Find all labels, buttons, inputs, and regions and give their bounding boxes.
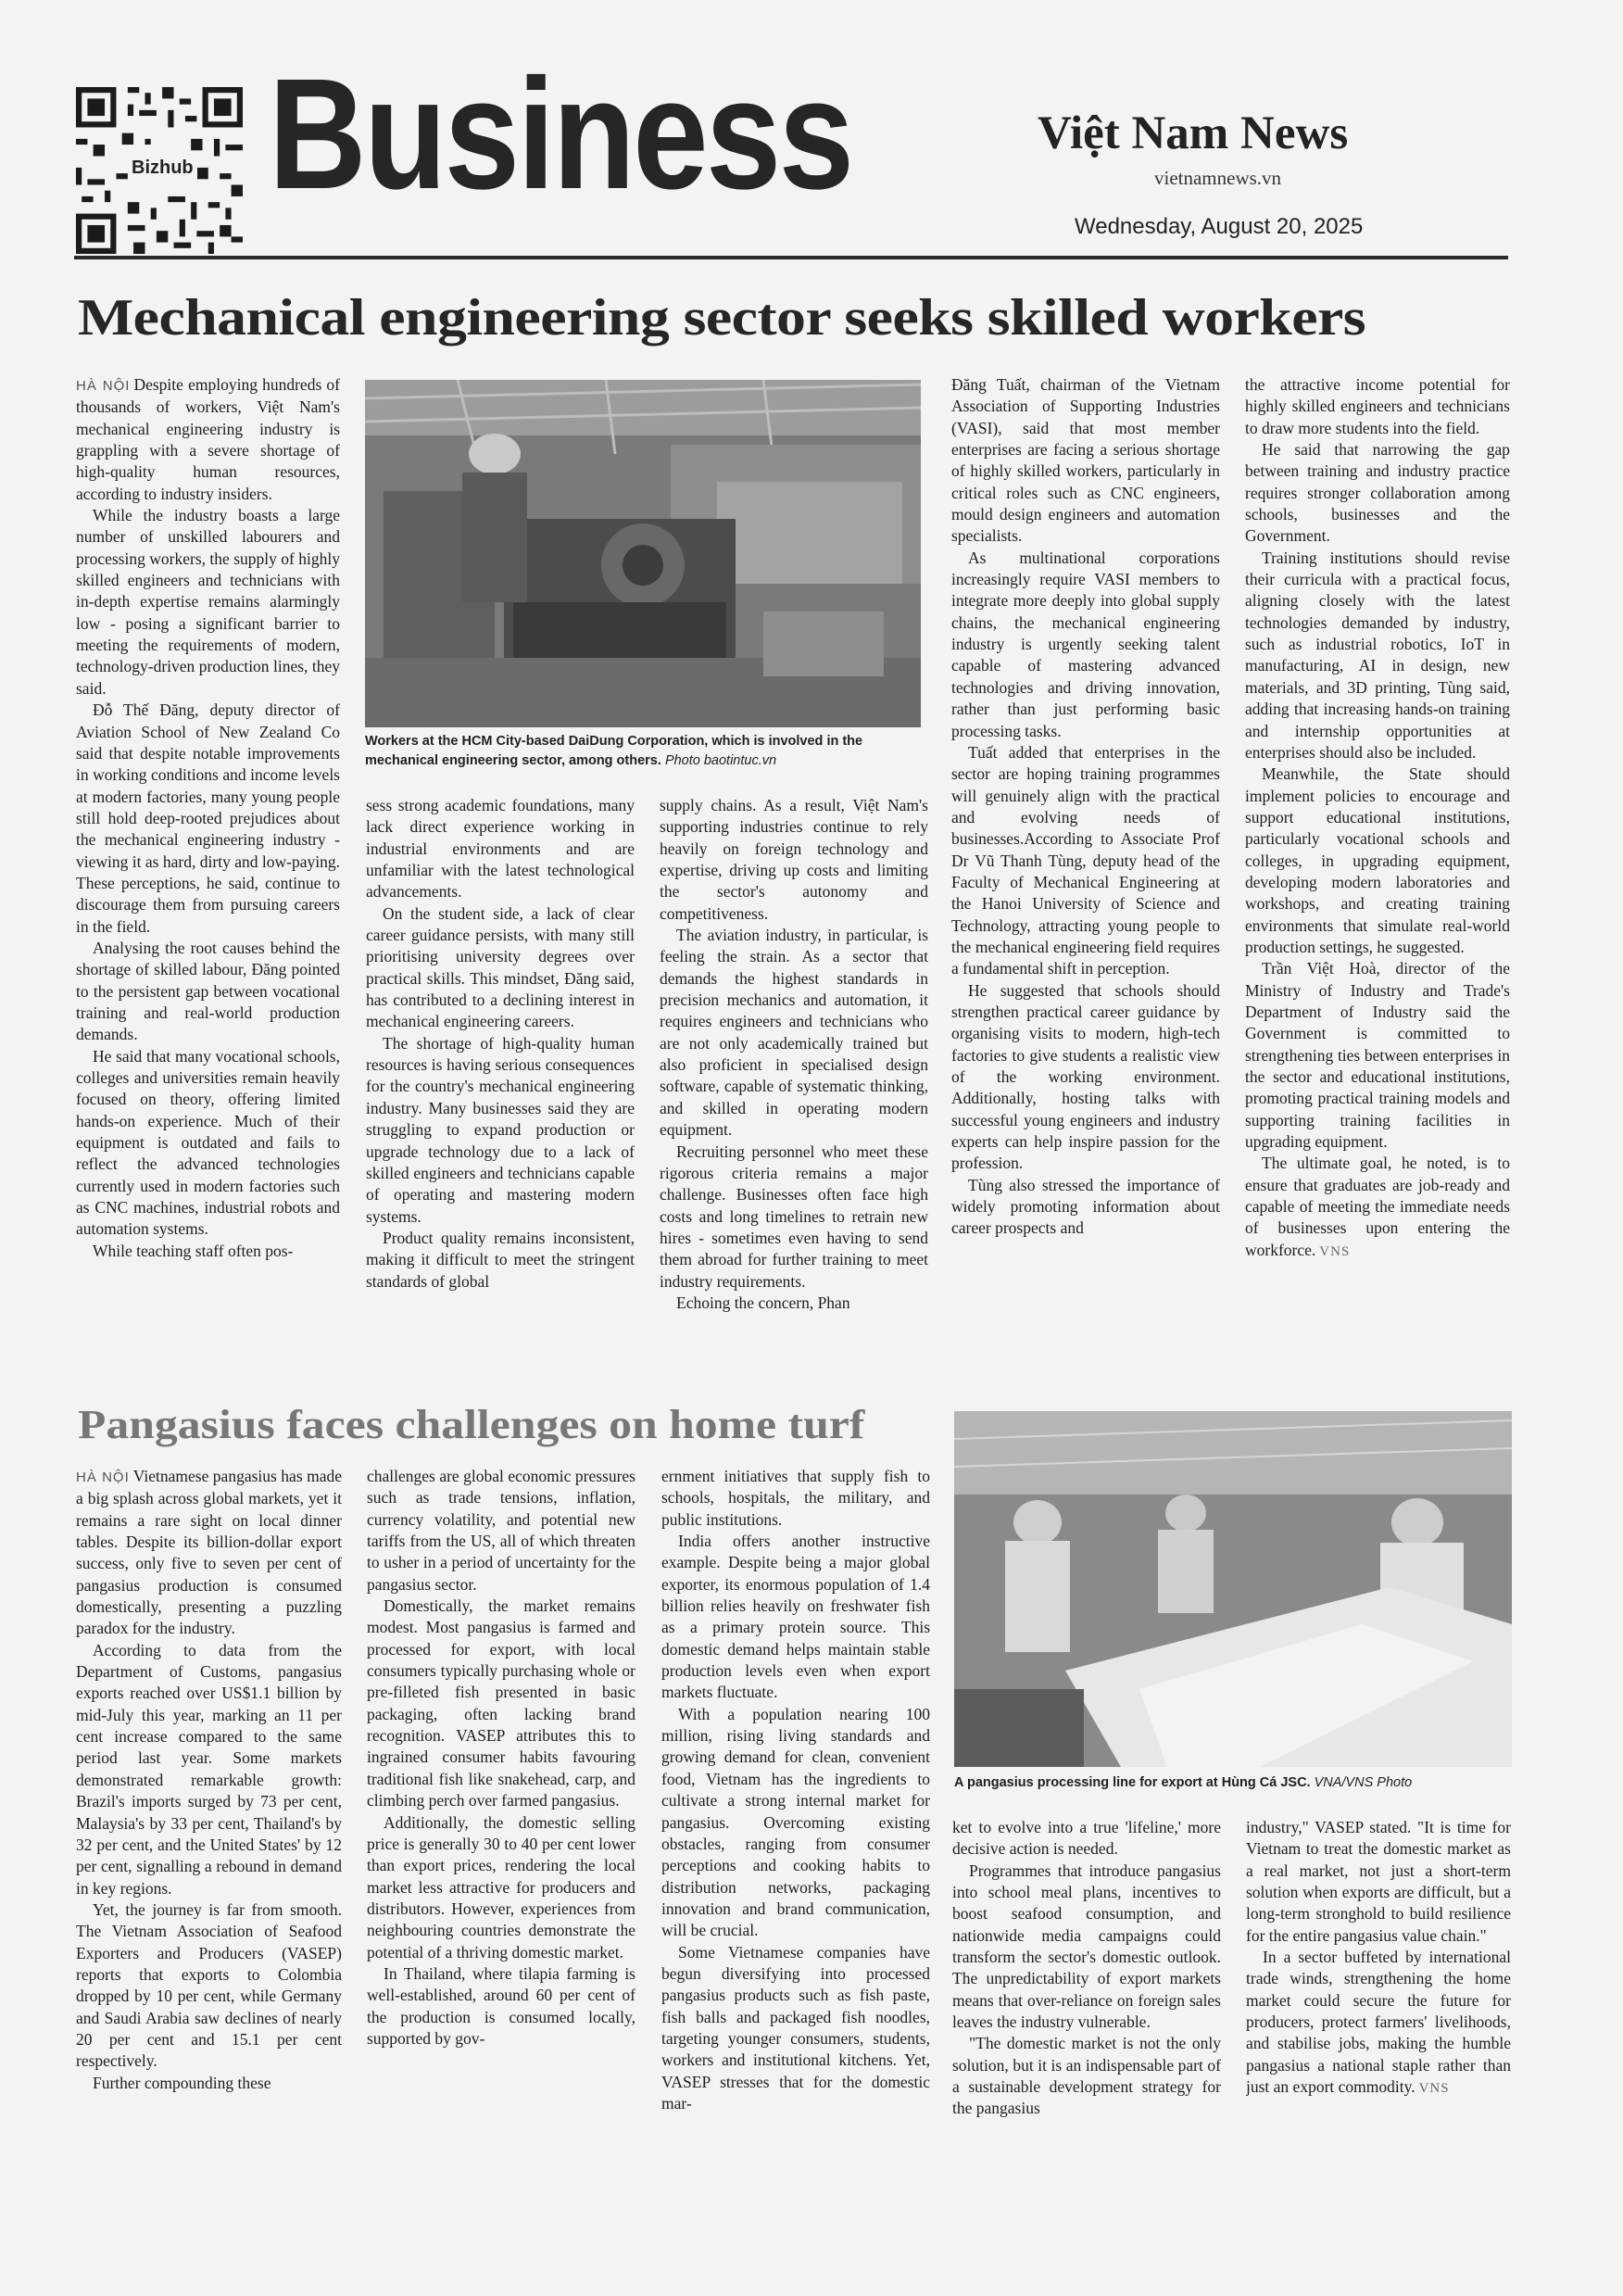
article2-paragraph: industry," VASEP stated. "It is time for Vietnam to treat the domestic market as a real market, not just a short-term solution when exports are difficult, but a long-term stronghold to build resilience for the entire pangasius value chain." [1246,1818,1511,1945]
article1-photo-caption: Workers at the HCM City-based DaiDung Corporation, which is involved in the mechanical engineering sector, among others. Photo baotintuc.vn [365,734,863,768]
article1-paragraph: HÀ NỘI Despite employing hundreds of thousands of workers, Việt Nam's mechanical engineering industry is grappling with a severe shortage of high-quality human resources, according to industry insiders. [76,375,340,503]
article1-column-5 [1245,374,1510,1375]
article2-paragraph: Yet, the journey is far from smooth. The Vietnam Association of Seafood Exporters and Producers (VASEP) reports that exports to Colombia dropped by 10 per cent, while Germany and Saudi Arabia saw declines of nearly 20 per cent and 15.1 per cent respectively. [76,1899,342,2071]
article2-paragraph: Programmes that introduce pangasius into school meal plans, incentives to boost seafood consumption, and nationwide media campaigns could transform the sector's domestic outlook. The unpredictability of export markets means that over-reliance on foreign sales leaves the industry vulnerable. [952,1861,1221,2032]
article2-photo-caption: A pangasius processing line for export at Hùng Cá JSC. VNA/VNS Photo [954,1775,1413,1790]
bizhub-label: Bizhub [128,158,197,179]
article2-column-4 [952,1817,1221,2160]
article1-dateline: HÀ NỘI [76,378,131,394]
article1-paragraph: He said that narrowing the gap between training and industry practice requires stronger collaboration among schools, businesses and the Government. [1245,440,1510,546]
issue-date: Wednesday, August 20, 2025 [1075,214,1364,239]
article1-headline: Mechanical engineering sector seeks skilled workers [78,289,1365,347]
article1-paragraph: Đỗ Thế Đăng, deputy director of Aviation School of New Zealand Co said that despite notable improvements in working conditions and income levels at modern factories, many young people still hold deep-rooted prejudices about the mechanical engineering industry - viewing it as hard, dirty and low-paying. These perceptions, he said, continue to discourage them from pursuing careers in the field. [76,700,340,936]
article1-paragraph: He said that many vocational schools, colleges and universities remain heavily focused on theory, offering limited hands-on experience. Much of their equipment is outdated and fails to reflect the advanced technologies currently used in modern factories such as CNC machines, industrial robots and automation systems. [76,1046,340,1239]
brand-name: Việt Nam News [1038,107,1349,159]
section-title: Business [269,46,852,222]
article1-photo [365,380,921,727]
factory-workers-image [365,380,921,727]
article2-paragraph: HÀ NỘI Vietnamese pangasius has made a big splash across global markets, yet it remains a rare sight on local dinner tables. Despite its billion-dollar export success, only five to seven per cent of pangasius production is consumed domestically, presenting a puzzling paradox for the industry. [76,1467,342,1638]
article1-column-2 [366,795,635,1374]
article2-signature: VNS [1418,2081,1450,2097]
article1-paragraph: the attractive income potential for highly skilled engineers and technicians to draw more students into the field. [1245,375,1510,437]
article2-column-3 [661,1466,930,2156]
article2-paragraph: ernment initiatives that supply fish to schools, hospitals, the military, and public institutions. [661,1467,930,1529]
masthead-rule [74,256,1508,259]
article2-headline: Pangasius faces challenges on home turf [78,1402,865,1447]
article2-paragraph: challenges are global economic pressures such as trade tensions, inflation, currency volatility, and potential new tariffs from the US, all of which threaten to usher in a period of uncertainty for the pangasius sector. [367,1467,635,1594]
article2-paragraph: India offers another instructive example. Despite being a major global exporter, its enormous population of 1.4 billion relies heavily on freshwater fish as a primary protein source. This domestic demand helps maintain stable production levels even when export markets fluctuate. [661,1532,930,1702]
article1-paragraph: As multinational corporations increasingly require VASI members to integrate more deeply into global supply chains, the mechanical engineering industry is urgently seeking talent capable of mastering advanced technologies and driving innovation, rather than just performing basic processing tasks. [951,548,1220,740]
article1-paragraph: Analysing the root causes behind the shortage of skilled labour, Đăng pointed to the persistent gap between vocational training and real-world production demands. [76,938,340,1044]
article2-paragraph: According to data from the Department of Customs, pangasius exports reached over US$1.1 billion by mid-July this year, marking an 11 per cent increase compared to the same period last year. Some markets demonstrated remarkable growth: Brazil's imports surged by 73 per cent, Malaysia's by 33 per cent, Thailand's by 32 per cent, and the United States' by 12 per cent, signalling a rebound in demand in key regions. [76,1640,342,1898]
article1-paragraph: Tuất added that enterprises in the sector are hoping training programmes will genuinely align with the practical and evolving needs of businesses.According to Associate Prof Dr Vũ Thanh Tùng, deputy head of the Faculty of Mechanical Engineering at the Hanoi University of Science and Technology, attracting young people to the mechanical engineering field requires a fundamental shift in perception. [951,742,1220,978]
article1-paragraph: He suggested that schools should strengthen practical career guidance by organising visits to modern, high-tech factories to give students a realistic view of the working environment. Additionally, hosting talks with successful young engineers and industry experts can help inspire passion for the profession. [951,980,1220,1173]
article2-paragraph: Some Vietnamese companies have begun diversifying into processed pangasius products such as fish paste, fish balls and packaged fish noodles, targeting younger consumers, students, workers and institutional kitchens. Yet, VASEP stresses that for the domestic mar- [661,1942,930,2113]
article1-photo-credit: Photo baotintuc.vn [664,753,777,768]
article1-paragraph: While the industry boasts a large number of unskilled labourers and processing workers, the supply of highly skilled engineers and technicians with in-depth expertise remains alarmingly low - posing a significant barrier to meeting the requirements of modern, technology-driven production lines, they said. [76,506,340,698]
article2-paragraph: With a population nearing 100 million, rising living standards and growing demand for clean, convenient food, Vietnam has the ingredients to cultivate a strong internal market for pangasius. Overcoming existing obstacles, ranging from consumer perceptions and cooking habits to distribution networks, packaging innovation and brand communication, will be crucial. [661,1704,930,1940]
article1-paragraph: sess strong academic foundations, many lack direct experience working in industrial environments and are unfamiliar with the latest technological advancements. [366,796,635,902]
article1-signature: VNS [1319,1243,1351,1259]
article1-paragraph: The shortage of high-quality human resources is having serious consequences for the country's mechanical engineering industry. Many businesses said they are struggling to expand production or upgrade technology due to a lack of skilled engineers and technicians capable of operating and mastering modern systems. [366,1033,635,1226]
article2-dateline: HÀ NỘI [76,1470,130,1485]
article2-paragraph: In a sector buffeted by international trade winds, strengthening the home market could secure the future for producers, protect farmers' livelihoods, and stabilise jobs, making the humble pangasius a national staple rather than just an export commodity. VNS [1246,1948,1511,2097]
article2-paragraph: "The domestic market is not the only solution, but it is an indispensable part of a sustainable development strategy for the pangasius [952,2034,1221,2118]
article2-paragraph: Additionally, the domestic selling price is generally 30 to 40 per cent lower than export prices, rendering the local market less attractive for producers and distributors. However, experiences from neighbouring countries demonstrate the potential of a thriving domestic market. [367,1812,635,1962]
article2-photo [954,1411,1512,1767]
article1-paragraph: Training institutions should revise their curricula with a practical focus, aligning closely with the latest technologies demanded by industry, such as industrial robotics, IoT in manufacturing, AI in design, new materials, and 3D printing, Tùng said, adding that increasing hands-on training and internship opportunities at enterprises should also be included. [1245,548,1510,762]
article1-paragraph: While teaching staff often pos- [93,1241,294,1260]
article2-paragraph: Domestically, the market remains modest. Most pangasius is farmed and processed for export, with local consumers typically purchasing whole or pre-filleted fish presented in basic packaging, often lacking brand recognition. VASEP attributes this to ingrained consumer habits favouring traditional fish like snakehead, carp, and climbing perch over farmed pangasius. [367,1596,635,1810]
article2-paragraph: In Thailand, where tilapia farming is well-established, around 60 per cent of the production is consumed locally, supported by gov- [367,1963,635,2048]
article2-paragraph: Further compounding these [93,2073,271,2092]
pangasius-processing-image [954,1411,1512,1767]
article1-paragraph: Recruiting personnel who meet these rigorous criteria remains a major challenge. Businesses often face high costs and long timelines to retrain new hires - sometimes even having to send them abroad for further training to meet industry requirements. [660,1142,928,1291]
article2-column-2 [367,1466,635,2156]
article1-column-4 [951,374,1220,1375]
article1-paragraph: Meanwhile, the State should implement policies to encourage and support educational institutions, particularly vocational schools and colleges, in upgrading equipment, developing modern laboratories and workshops, and creating training environments that simulate real-world production settings, he suggested. [1245,764,1510,956]
article2-photo-credit: VNA/VNS Photo [1314,1775,1413,1790]
article1-paragraph: Echoing the concern, Phan [676,1293,850,1312]
article1-column-1 [76,374,340,1375]
article1-paragraph: Đăng Tuất, chairman of the Vietnam Association of Supporting Industries (VASI), said that most member enterprises are facing a serious shortage of highly skilled workers, particularly in critical roles such as CNC engineers, mould design engineers and automation specialists. [951,375,1220,546]
article2-paragraph: ket to evolve into a true 'lifeline,' more decisive action is needed. [952,1818,1221,1859]
article2-column-1 [76,1466,342,2156]
article1-paragraph: Tùng also stressed the importance of widely promoting information about career prospects and [951,1175,1220,1238]
article1-column-3 [660,795,928,1374]
article1-paragraph: supply chains. As a result, Việt Nam's supporting industries continue to rely heavily on foreign technology and expertise, driving up costs and limiting the sector's autonomy and competitiveness. [660,796,928,923]
article1-paragraph: On the student side, a lack of clear career guidance persists, with many still prioritising university degrees over practical skills. This mindset, Đăng said, has contributed to a declining interest in mechanical engineering careers. [366,903,635,1031]
article1-paragraph: The ultimate goal, he noted, is to ensure that graduates are job-ready and capable of meeting the immediate needs of businesses upon entering the workforce. VNS [1245,1154,1510,1259]
article2-column-5 [1246,1817,1511,2160]
article1-paragraph: The aviation industry, in particular, is feeling the strain. As a sector that demands the highest standards in precision mechanics and automation, it requires engineers and technicians who are not only academically trained but also proficient in specialised design software, capable of systematic thinking, and skilled in operating modern equipment. [660,926,928,1140]
website: vietnamnews.vn [1154,167,1282,189]
article1-paragraph: Product quality remains inconsistent, making it difficult to meet the stringent standards of global [366,1228,635,1291]
article1-paragraph: Trần Việt Hoà, director of the Ministry of Industry and Trade's Department of Industry said the Government is committed to strengthening ties between enterprises in the sector and educational institutions, promoting practical training models and supporting training facilities in upgrading equipment. [1245,959,1510,1152]
